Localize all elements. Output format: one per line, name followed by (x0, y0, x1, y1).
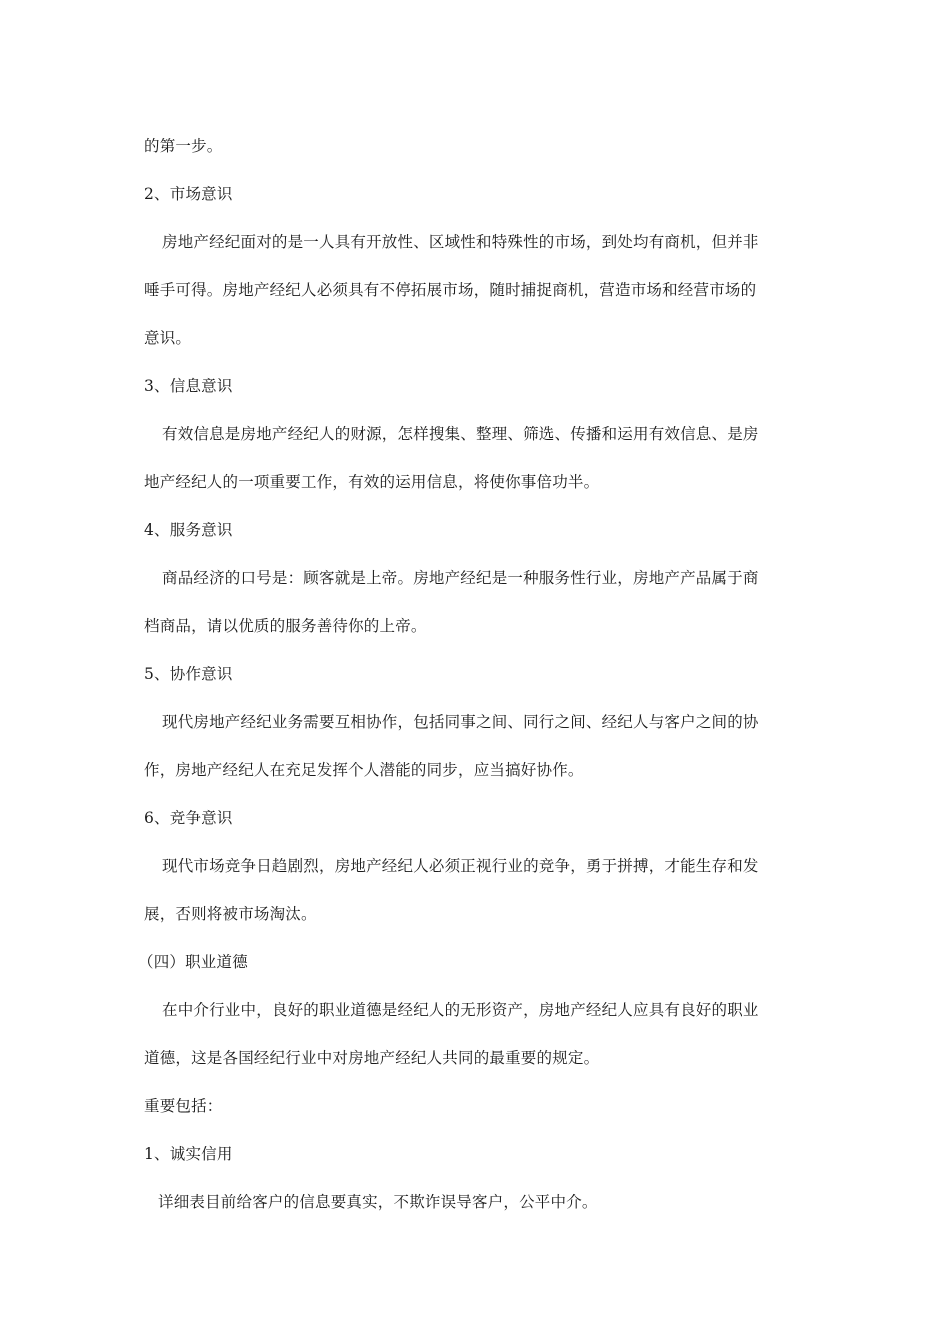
paragraph-line: 在中介行业中，良好的职业道德是经纪人的无形资产，房地产经纪人应具有良好的职业 (162, 1001, 759, 1019)
paragraph-line: 档商品，请以优质的服务善待你的上帝。 (144, 617, 427, 635)
section-heading-market: 2、市场意识 (144, 185, 233, 203)
text-line: 重要包括： (144, 1097, 223, 1115)
section-heading-cooperation: 5、协作意识 (144, 665, 233, 683)
paragraph-line: 唾手可得。房地产经纪人必须具有不停拓展市场，随时捕捉商机，营造市场和经营市场的 (144, 281, 757, 299)
paragraph-line: 详细表目前给客户的信息要真实，不欺诈误导客户，公平中介。 (158, 1193, 598, 1211)
paragraph-line: 地产经纪人的一项重要工作，有效的运用信息，将使你事倍功半。 (144, 473, 600, 491)
paragraph-line: 现代市场竞争日趋剧烈，房地产经纪人必须正视行业的竞争，勇于拼搏，才能生存和发 (162, 857, 759, 875)
section-heading-honesty: 1、诚实信用 (144, 1145, 233, 1163)
text-line: 的第一步。 (144, 137, 223, 155)
paragraph-line: 房地产经纪面对的是一人具有开放性、区域性和特殊性的市场，到处均有商机，但并非 (162, 233, 759, 251)
paragraph-line: 道德，这是各国经纪行业中对房地产经纪人共同的最重要的规定。 (144, 1049, 600, 1067)
paragraph-line: 作，房地产经纪人在充足发挥个人潜能的同步，应当搞好协作。 (144, 761, 584, 779)
document-page (138, 130, 810, 1234)
paragraph-line: 有效信息是房地产经纪人的财源，怎样搜集、整理、筛选、传播和运用有效信息、是房 (162, 425, 759, 443)
section-heading-ethics: （四）职业道德 (138, 953, 248, 971)
paragraph-line: 现代房地产经纪业务需要互相协作，包括同事之间、同行之间、经纪人与客户之间的协 (162, 713, 759, 731)
paragraph-line: 商品经济的口号是：顾客就是上帝。房地产经纪是一种服务性行业，房地产产品属于商 (162, 569, 759, 587)
section-heading-information: 3、信息意识 (144, 377, 233, 395)
paragraph-line: 展，否则将被市场淘汰。 (144, 905, 317, 923)
section-heading-competition: 6、竞争意识 (144, 809, 233, 827)
paragraph-line: 意识。 (144, 329, 192, 347)
section-heading-service: 4、服务意识 (144, 521, 233, 539)
